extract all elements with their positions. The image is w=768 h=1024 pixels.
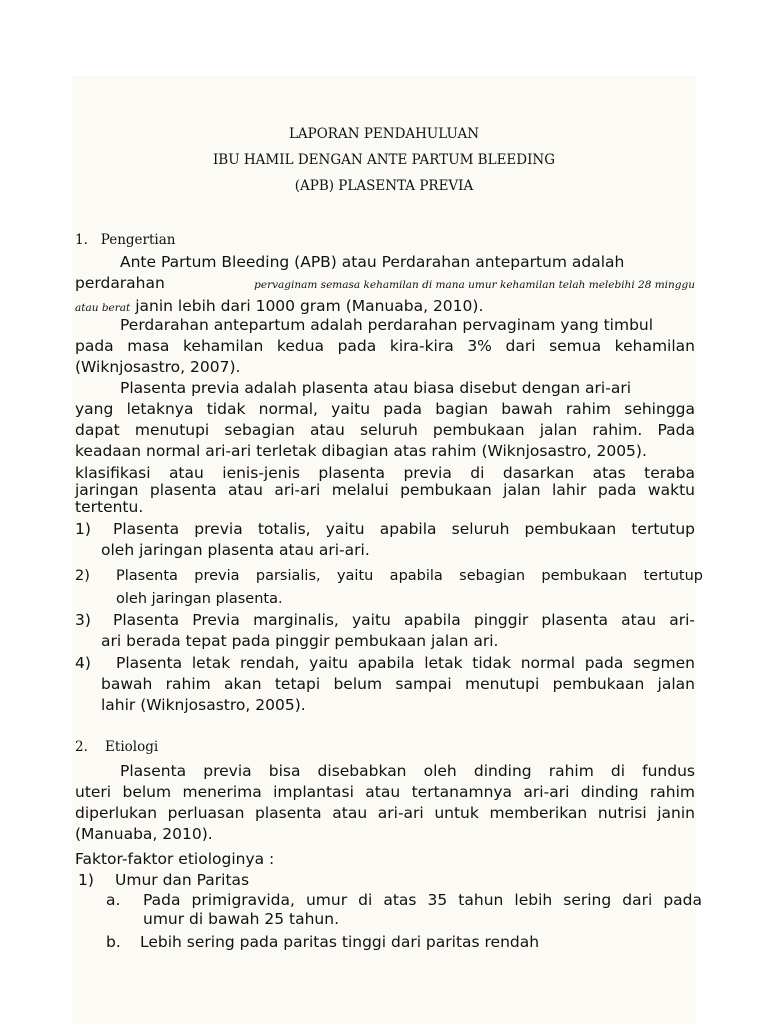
list-line: Plasenta previa parsialis, yaitu apabila sebagian pembukaan tertutup: [116, 568, 703, 584]
paragraph-line: Plasenta previa bisa disebabkan oleh dinding rahim di fundus: [120, 762, 695, 780]
list-number: 4): [75, 654, 91, 672]
paragraph-klasifikasi: [75, 465, 695, 516]
paragraph-line: yang letaknya tidak normal, yaitu pada bagian bawah rahim sehingga: [75, 400, 695, 418]
paragraph-line: Ante Partum Bleeding (APB) atau Perdarahan antepartum adalah: [120, 253, 625, 271]
list-line: Plasenta Previa marginalis, yaitu apabila pinggir plasenta atau ari-: [113, 611, 695, 629]
paragraph-line: uteri belum menerima implantasi atau tertanamnya ari-ari dinding rahim: [75, 783, 695, 801]
paragraph-line: Plasenta previa adalah plasenta atau biasa disebut dengan ari-ari: [120, 379, 632, 397]
paragraph-line: pada masa kehamilan kedua pada kira-kira 3% dari semua kehamilan: [75, 337, 695, 355]
title-line-3: (APB) PLASENTA PREVIA: [294, 178, 474, 194]
paragraph-line: jaringan plasenta atau ari-ari melalui pembukaan jalan lahir pada waktu: [75, 481, 695, 499]
list-item: [75, 519, 695, 561]
list-line: Umur dan Paritas: [115, 871, 250, 889]
italic-text-run: atau berat: [75, 302, 131, 314]
text-run: perdarahan: [75, 274, 165, 292]
title-line-2: IBU HAMIL DENGAN ANTE PARTUM BLEEDING: [212, 152, 556, 168]
list-line: ari berada tepat pada pinggir pembukaan jalan ari.: [101, 632, 499, 650]
title-line-1: LAPORAN PENDAHULUAN: [288, 126, 480, 142]
paragraph-plasenta-previa: [75, 378, 695, 462]
document-page: [72, 76, 703, 1024]
list-line: bawah rahim akan tetapi belum sampai menutupi pembukaan jalan: [101, 675, 695, 693]
paragraph-perdarahan-antepartum: [75, 315, 695, 378]
sub-list-item: [106, 932, 702, 953]
paragraph-line: [75, 273, 695, 296]
italic-text-run: pervaginam semasa kehamilan di mana umur kehamilan telah melebihi 28 minggu: [254, 279, 695, 291]
paragraph-line: klasifikasi atau ienis-jenis plasenta previa di dasarkan atas teraba: [75, 464, 695, 482]
list-line: umur di bawah 25 tahun.: [143, 910, 340, 928]
paragraph-line: tertentu.: [75, 498, 144, 516]
faktor-label: Faktor-faktor etiologinya :: [75, 850, 275, 868]
list-item: [75, 653, 695, 716]
list-number: 1): [75, 520, 91, 538]
sub-list-letter: a.: [106, 891, 121, 909]
sub-list-letter: b.: [106, 933, 121, 951]
list-line: Plasenta letak rendah, yaitu apabila letak tidak normal pada segmen: [116, 654, 695, 672]
list-item: [78, 870, 678, 891]
paragraph-line: Perdarahan antepartum adalah perdarahan pervaginam yang timbul: [120, 316, 654, 334]
list-line: Plasenta previa totalis, yaitu apabila seluruh pembukaan tertutup: [113, 520, 695, 538]
list-number: 2): [75, 568, 90, 584]
paragraph-line: (Manuaba, 2010).: [75, 825, 213, 843]
paragraph-etiologi: [75, 761, 695, 845]
paragraph-apb-definition: [75, 252, 695, 319]
list-line: oleh jaringan plasenta.: [116, 591, 283, 607]
list-item: [75, 565, 703, 611]
sub-list-item: [106, 891, 702, 929]
section-heading-pengertian: 1. Pengertian: [75, 232, 176, 248]
paragraph-line: (Wiknjosastro, 2007).: [75, 358, 241, 376]
list-line: oleh jaringan plasenta atau ari-ari.: [101, 541, 370, 559]
list-number: 1): [78, 871, 94, 889]
paragraph-line: dapat menutupi sebagian atau seluruh pembukaan jalan rahim. Pada: [75, 421, 695, 439]
list-line: Pada primigravida, umur di atas 35 tahun lebih sering dari pada: [143, 891, 702, 909]
list-number: 3): [75, 611, 91, 629]
text-run: janin lebih dari 1000 gram (Manuaba, 2010).: [135, 297, 484, 315]
list-line: Lebih sering pada paritas tinggi dari paritas rendah: [140, 933, 540, 951]
list-line: lahir (Wiknjosastro, 2005).: [101, 696, 306, 714]
list-item: [75, 610, 695, 652]
paragraph-line: diperlukan perluasan plasenta atau ari-ari untuk memberikan nutrisi janin: [75, 804, 695, 822]
paragraph-line: keadaan normal ari-ari terletak dibagian atas rahim (Wiknjosastro, 2005).: [75, 442, 647, 460]
section-heading-etiologi: 2. Etiologi: [75, 739, 159, 755]
